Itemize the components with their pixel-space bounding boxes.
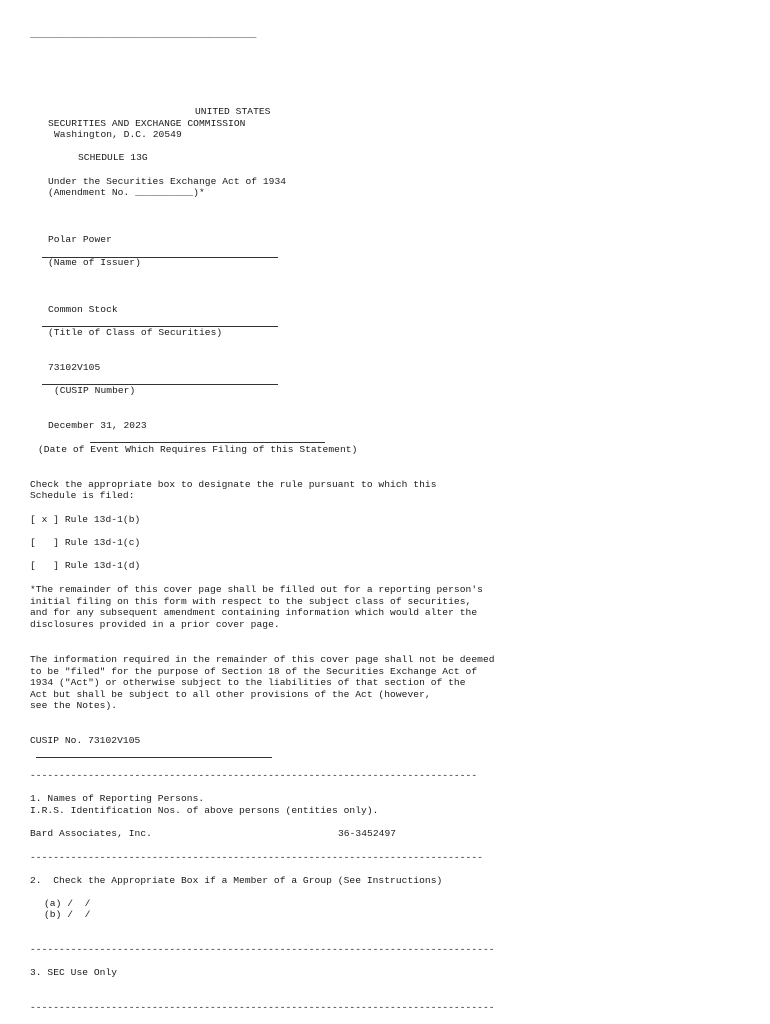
act-reference: Under the Securities Exchange Act of 1934: [48, 176, 287, 187]
section-divider: --------------------------------------------------------------------------------: [30, 944, 495, 955]
info-note-line: Act but shall be subject to all other provisions of the Act (however,: [30, 689, 431, 700]
event-date-label: (Date of Event Which Requires Filing of this Statement): [38, 444, 358, 455]
group-box-b: (b) / /: [44, 909, 91, 920]
securities-class-label: (Title of Class of Securities): [48, 327, 223, 338]
event-date-underline: [90, 442, 325, 443]
info-note-line: to be "filed" for the purpose of Section 18 of the Securities Exchange Act of: [30, 666, 478, 677]
remainder-note-line: disclosures provided in a prior cover page.: [30, 619, 280, 630]
remainder-note-line: and for any subsequent amendment containing information which would alter the: [30, 607, 478, 618]
info-note-line: see the Notes).: [30, 700, 118, 711]
info-note-line: The information required in the remainder of this cover page shall not be deemed: [30, 654, 495, 665]
rule-instruction-line-1: Check the appropriate box to designate the rule pursuant to which this: [30, 479, 437, 490]
remainder-note-line: *The remainder of this cover page shall be filled out for a reporting person's: [30, 584, 483, 595]
cusip-value: 73102V105: [48, 362, 101, 373]
item-2-title: 2. Check the Appropriate Box if a Member of a Group (See Instructions): [30, 875, 443, 886]
rule-option-13d-1b: [ x ] Rule 13d-1(b): [30, 514, 141, 525]
issuer-name: Polar Power: [48, 234, 112, 245]
rule-instruction-line-2: Schedule is filed:: [30, 490, 135, 501]
section-divider: -----------------------------------------------------------------------------: [30, 770, 478, 781]
info-note-line: 1934 ("Act") or otherwise subject to the liabilities of that section of the: [30, 677, 466, 688]
amendment-number: (Amendment No. __________)*: [48, 187, 205, 198]
group-box-a: (a) / /: [44, 898, 91, 909]
section-divider: ------------------------------------------------------------------------------: [30, 852, 483, 863]
cover-cusip-number: CUSIP No. 73102V105: [30, 735, 141, 746]
item-1-title: 1. Names of Reporting Persons.: [30, 793, 205, 804]
cover-cusip-underline: [36, 757, 272, 758]
remainder-note-line: initial filing on this form with respect to the subject class of securities,: [30, 596, 472, 607]
item-1-subtitle: I.R.S. Identification Nos. of above persons (entities only).: [30, 805, 379, 816]
section-divider: --------------------------------------------------------------------------------: [30, 1002, 495, 1013]
securities-class-value: Common Stock: [48, 304, 118, 315]
item-3-title: 3. SEC Use Only: [30, 967, 118, 978]
top-rule: _______________________________________: [30, 29, 257, 40]
agency-heading: SECURITIES AND EXCHANGE COMMISSION: [48, 118, 246, 129]
agency-address: Washington, D.C. 20549: [54, 129, 182, 140]
reporting-person-name: Bard Associates, Inc.: [30, 828, 152, 839]
cusip-label: (CUSIP Number): [54, 385, 136, 396]
country-heading: UNITED STATES: [195, 106, 271, 117]
rule-option-13d-1c: [ ] Rule 13d-1(c): [30, 537, 141, 548]
event-date-value: December 31, 2023: [48, 420, 147, 431]
rule-option-13d-1d: [ ] Rule 13d-1(d): [30, 560, 141, 571]
issuer-label: (Name of Issuer): [48, 257, 141, 268]
reporting-person-irs-number: 36-3452497: [338, 828, 397, 839]
schedule-title: SCHEDULE 13G: [78, 152, 148, 163]
